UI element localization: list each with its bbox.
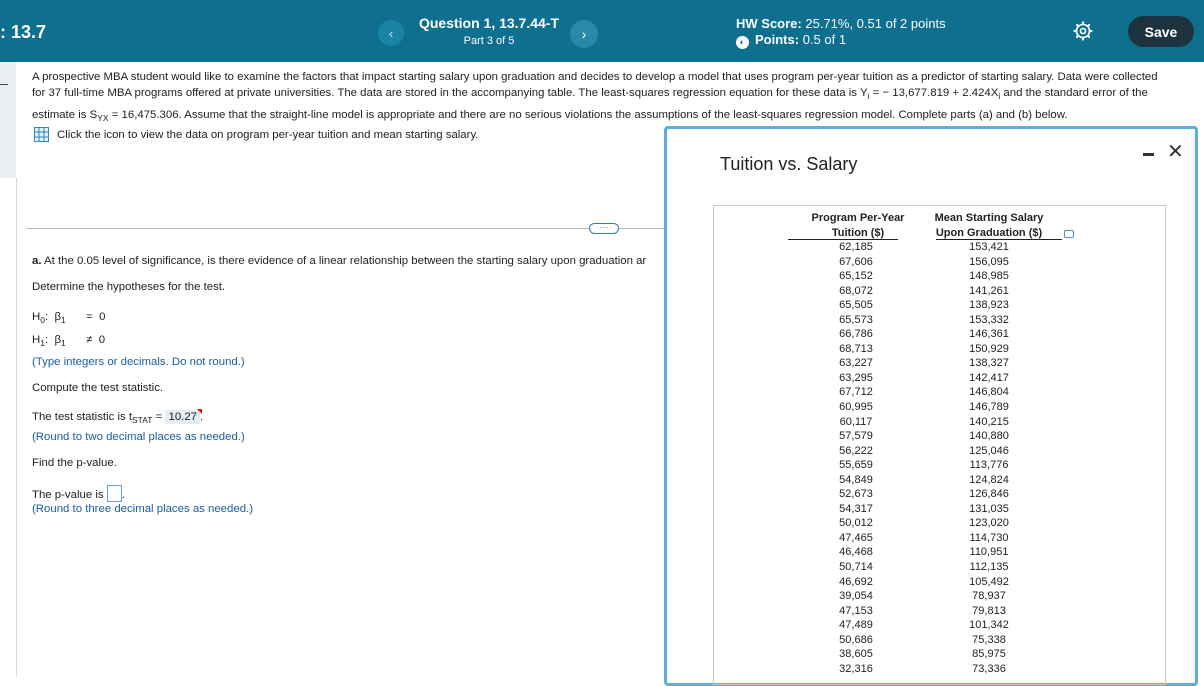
salary-cell: 148,985 bbox=[969, 270, 1009, 283]
salary-cell: 138,327 bbox=[969, 357, 1009, 370]
tuition-cell: 65,505 bbox=[839, 299, 873, 312]
data-table bbox=[713, 205, 1166, 685]
tuition-cell: 47,465 bbox=[839, 531, 873, 544]
salary-cell: 140,880 bbox=[969, 430, 1009, 443]
hw-score-label: HW Score: bbox=[736, 16, 802, 31]
question-title: Question 1, 13.7.44-T bbox=[418, 15, 560, 31]
table-row bbox=[714, 385, 1167, 400]
h1-row: $H_1$: $\beta_1 \ne 0$ bbox=[32, 334, 106, 348]
save-button[interactable]: Save bbox=[1128, 16, 1194, 47]
table-row bbox=[714, 589, 1167, 604]
pvalue-input[interactable] bbox=[107, 485, 122, 502]
tuition-cell: 54,849 bbox=[839, 473, 873, 486]
salary-cell: 101,342 bbox=[969, 619, 1009, 632]
salary-cell: 79,813 bbox=[972, 604, 1006, 617]
table-row bbox=[714, 444, 1167, 459]
tuition-cell: 46,468 bbox=[839, 546, 873, 559]
salary-cell: 105,492 bbox=[969, 575, 1009, 588]
pvalue-hint: (Round to three decimal places as needed.) bbox=[32, 503, 253, 515]
section-divider bbox=[26, 228, 666, 229]
table-row bbox=[714, 487, 1167, 502]
table-row bbox=[714, 240, 1167, 255]
hypotheses-prompt: Determine the hypotheses for the test. bbox=[32, 281, 226, 293]
salary-cell: 142,417 bbox=[969, 371, 1009, 384]
chevron-left-icon: ‹ bbox=[388, 25, 394, 41]
data-dialog bbox=[664, 126, 1198, 686]
left-divider bbox=[16, 178, 17, 677]
table-row bbox=[714, 545, 1167, 560]
table-row bbox=[714, 633, 1167, 648]
tuition-cell: 55,659 bbox=[839, 459, 873, 472]
question-prompt bbox=[32, 69, 1192, 126]
question-part: Part 3 of 5 bbox=[463, 35, 515, 47]
salary-cell: 126,846 bbox=[969, 488, 1009, 501]
points-label: Points: bbox=[755, 32, 800, 47]
table-row bbox=[714, 618, 1167, 633]
dialog-title: Tuition vs. Salary bbox=[720, 154, 858, 174]
test-statistic-row: The test statistic is $t_{STAT} = 10.27$ . bbox=[32, 411, 204, 425]
h1-value[interactable]: 0 bbox=[98, 334, 106, 346]
next-question-button[interactable] bbox=[570, 20, 598, 48]
table-row bbox=[714, 298, 1167, 313]
table-row bbox=[714, 604, 1167, 619]
table-row bbox=[714, 284, 1167, 299]
tuition-cell: 54,317 bbox=[839, 502, 873, 515]
tuition-cell: 47,153 bbox=[839, 604, 873, 617]
table-row bbox=[714, 255, 1167, 270]
tuition-cell: 63,227 bbox=[839, 357, 873, 370]
salary-cell: 146,789 bbox=[969, 401, 1009, 414]
tuition-cell: 66,786 bbox=[839, 328, 873, 341]
test-statistic-hint: (Round to two decimal places as needed.) bbox=[32, 431, 245, 443]
top-bar bbox=[0, 0, 1204, 62]
table-row bbox=[714, 662, 1167, 677]
table-row bbox=[714, 502, 1167, 517]
tuition-cell: 50,714 bbox=[839, 561, 873, 574]
table-row bbox=[714, 516, 1167, 531]
table-row bbox=[714, 327, 1167, 342]
test-statistic-answer[interactable]: 10.27 bbox=[165, 410, 200, 424]
salary-cell: 85,975 bbox=[972, 648, 1006, 661]
score-block bbox=[736, 16, 946, 49]
salary-cell: 73,336 bbox=[972, 662, 1006, 675]
salary-cell: 150,929 bbox=[969, 342, 1009, 355]
gear-icon[interactable] bbox=[1073, 21, 1093, 41]
close-icon[interactable]: ✕ bbox=[1167, 141, 1184, 163]
table-row bbox=[714, 647, 1167, 662]
part-a-question: a. At the 0.05 level of significance, is there evidence of a linear relationship between the starting salary upon graduation ar bbox=[32, 255, 647, 267]
tuition-cell: 39,054 bbox=[839, 590, 873, 603]
salary-cell: 75,338 bbox=[972, 633, 1006, 646]
salary-cell: 124,824 bbox=[969, 473, 1009, 486]
tuition-cell: 62,185 bbox=[839, 241, 873, 253]
tuition-cell: 60,117 bbox=[839, 415, 873, 428]
hypotheses-hint: (Type integers or decimals. Do not round.) bbox=[32, 356, 245, 368]
tuition-cell: 56,222 bbox=[839, 444, 873, 457]
expand-more-button[interactable]: ··· bbox=[589, 223, 619, 234]
salary-cell: 138,923 bbox=[969, 299, 1009, 312]
h1-operator[interactable]: ≠ bbox=[86, 334, 93, 346]
tuition-cell: 67,712 bbox=[839, 386, 873, 399]
table-row bbox=[714, 560, 1167, 575]
salary-cell: 123,020 bbox=[969, 517, 1009, 530]
tuition-cell: 32,316 bbox=[839, 662, 873, 675]
points-value: 0.5 of 1 bbox=[802, 32, 847, 47]
table-row bbox=[714, 342, 1167, 357]
prompt-line-2: for 37 full-time MBA programs offered at private universities. The data are stored in the accompanying table. The least-squares regression equation for these data is $Y_i$ = − $13,677.819 + 2.424X_i$ and the standard error of the bbox=[32, 87, 1148, 101]
prompt-line-3: estimate is $S_{YX} = 16,475.306$. Assume that the straight-line model is appropriate and there are no serious violations the assumptions of the least-squares regression model. Complete parts (a) and (b) below. bbox=[32, 109, 1068, 123]
tuition-cell: 46,692 bbox=[839, 575, 873, 588]
tuition-cell: 65,573 bbox=[839, 313, 873, 326]
pvalue-prompt: Find the p-value. bbox=[32, 457, 117, 469]
partial-credit-icon: ◐ bbox=[736, 36, 749, 49]
salary-cell: 112,135 bbox=[969, 561, 1009, 574]
view-data-link[interactable] bbox=[34, 127, 478, 142]
salary-cell: 146,361 bbox=[969, 328, 1009, 341]
table-row bbox=[714, 575, 1167, 590]
table-row bbox=[714, 356, 1167, 371]
table-row bbox=[714, 269, 1167, 284]
table-row bbox=[714, 531, 1167, 546]
table-row bbox=[714, 458, 1167, 473]
previous-question-button[interactable] bbox=[378, 20, 404, 46]
table-row bbox=[714, 400, 1167, 415]
hw-score-value: 25.71%, 0.51 of 2 points bbox=[805, 16, 946, 31]
salary-cell: 125,046 bbox=[969, 444, 1009, 457]
h0-operator[interactable]: = bbox=[86, 311, 93, 323]
tuition-cell: 57,579 bbox=[839, 430, 873, 443]
left-gutter bbox=[0, 62, 16, 178]
salary-cell: 156,095 bbox=[969, 255, 1009, 268]
incorrect-flag-icon bbox=[197, 409, 202, 414]
table-row bbox=[714, 429, 1167, 444]
pvalue-row: The p-value is . bbox=[32, 485, 125, 502]
prompt-line-1: A prospective MBA student would like to examine the factors that impact starting salary upon graduation and decides to develop a model that uses program per-year tuition as a predictor of starting salary. Data were collected bbox=[32, 71, 1158, 83]
section-number: : 13.7 bbox=[0, 22, 47, 42]
gutter-collapse-handle[interactable] bbox=[0, 84, 8, 85]
table-row bbox=[714, 371, 1167, 386]
tuition-cell: 47,489 bbox=[839, 619, 873, 632]
minimize-icon[interactable] bbox=[1143, 153, 1154, 156]
salary-cell: 153,421 bbox=[969, 241, 1009, 253]
salary-cell: 78,937 bbox=[972, 590, 1006, 603]
salary-cell: 153,332 bbox=[969, 313, 1009, 326]
table-body bbox=[714, 240, 1167, 676]
table-row bbox=[714, 415, 1167, 430]
salary-cell: 141,261 bbox=[969, 284, 1009, 297]
chevron-right-icon: › bbox=[581, 26, 587, 42]
tuition-cell: 38,605 bbox=[839, 648, 873, 661]
tuition-cell: 50,012 bbox=[839, 517, 873, 530]
salary-cell: 110,951 bbox=[969, 546, 1009, 559]
h0-row: $H_0$: $\beta_1 = 0$ bbox=[32, 311, 106, 325]
tuition-cell: 63,295 bbox=[839, 371, 873, 384]
column-header-salary: Mean Starting Salary Upon Graduation ($) bbox=[934, 212, 1044, 239]
salary-cell: 131,035 bbox=[969, 502, 1009, 515]
question-title-block bbox=[405, 15, 573, 47]
compute-prompt: Compute the test statistic. bbox=[32, 382, 164, 394]
salary-cell: 140,215 bbox=[969, 415, 1009, 428]
tuition-cell: 65,152 bbox=[839, 270, 873, 283]
tuition-cell: 52,673 bbox=[839, 488, 873, 501]
column-header-tuition: Program Per-Year Tuition ($) bbox=[811, 212, 905, 239]
salary-cell: 146,804 bbox=[969, 386, 1009, 399]
h0-value[interactable]: 0 bbox=[99, 311, 106, 323]
table-row bbox=[714, 473, 1167, 488]
salary-cell: 114,730 bbox=[969, 531, 1009, 544]
tuition-cell: 68,072 bbox=[839, 284, 873, 297]
salary-cell: 113,776 bbox=[969, 459, 1009, 472]
tuition-cell: 68,713 bbox=[839, 342, 873, 355]
table-grid-icon[interactable] bbox=[34, 127, 49, 142]
copy-icon[interactable] bbox=[1064, 230, 1074, 238]
tuition-cell: 50,686 bbox=[839, 633, 873, 646]
tuition-cell: 60,995 bbox=[839, 401, 873, 414]
view-data-text: Click the icon to view the data on program per-year tuition and mean starting salary. bbox=[57, 128, 479, 141]
table-row bbox=[714, 313, 1167, 328]
tuition-cell: 67,606 bbox=[839, 255, 873, 268]
